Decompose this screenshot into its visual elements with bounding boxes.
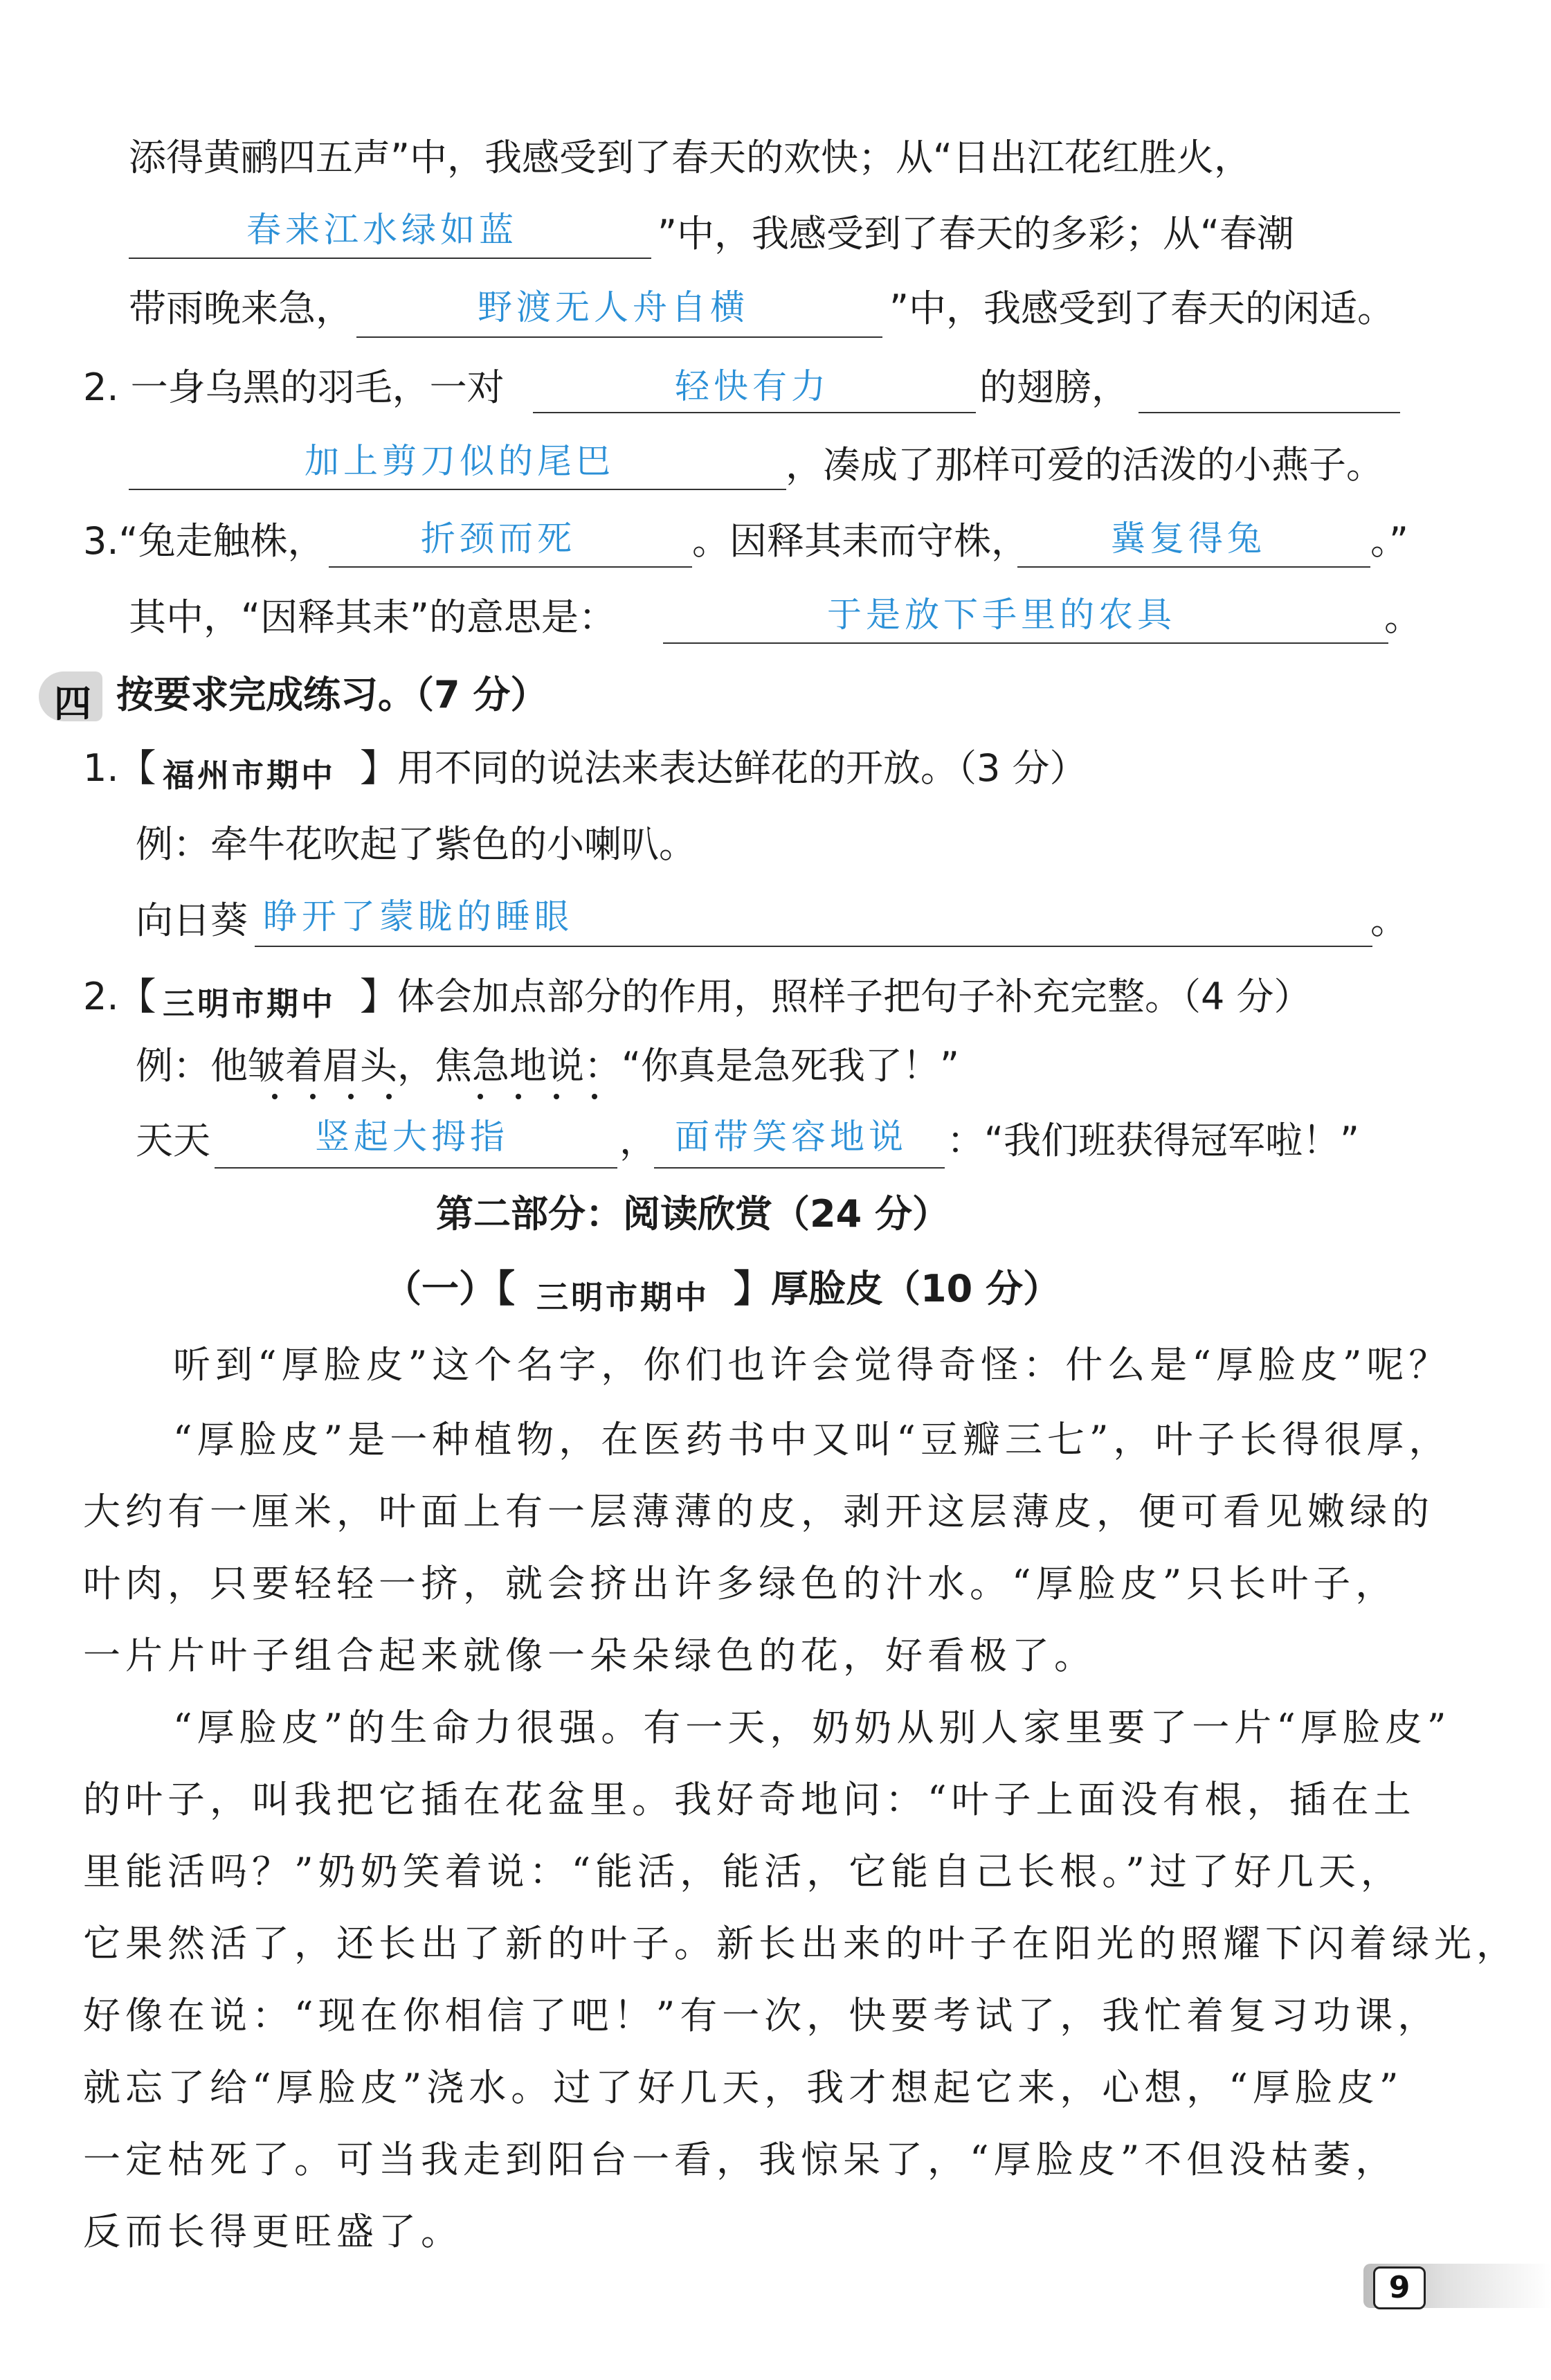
passage-line: 大约有一厘米，叶面上有一层薄薄的皮，剥开这层薄皮，便可看见嫩绿的 <box>83 1490 1434 1533</box>
emphasis-dot <box>592 1094 597 1099</box>
s4-q1-example: 例：牵牛花吹起了紫色的小喇叭。 <box>136 822 696 866</box>
answer-blank-10[interactable] <box>654 1166 945 1169</box>
poem-line-1: 添得黄鹂四五声”中，我感受到了春天的欢快；从“日出江花红胜火， <box>129 136 1251 179</box>
answer-blank-8[interactable] <box>255 944 1372 947</box>
s4-q1-prompt: 向日葵 <box>136 899 248 942</box>
q2-tail: ，凑成了那样可爱的活泼的小燕子。 <box>786 443 1384 487</box>
answer-blank-9[interactable] <box>215 1166 617 1169</box>
poem-line-3-tail: ”中，我感受到了春天的闲适。 <box>889 287 1395 330</box>
s4-q1-num: 1.【 <box>83 746 156 790</box>
passage-line: 叶肉，只要轻轻一挤，就会挤出许多绿色的汁水。“厚脸皮”只长叶子， <box>83 1562 1398 1605</box>
answer-text-3: 轻快有力 <box>675 366 830 406</box>
reading-sub-head: （一）【 <box>384 1267 515 1310</box>
answer-blank-5[interactable] <box>329 565 692 568</box>
s4-q2-num: 2.【 <box>83 975 156 1018</box>
s4-q1-source: 福州市期中 <box>163 757 336 794</box>
answer-blank-4a[interactable] <box>1139 411 1400 413</box>
answer-blank-1[interactable] <box>129 256 651 259</box>
s4-q2-text: 】体会加点部分的作用，照样子把句子补充完整。（4 分） <box>360 975 1312 1018</box>
passage-line: “厚脸皮”的生命力很强。有一天，奶奶从别人家里要了一片“厚脸皮” <box>173 1706 1451 1749</box>
section-title: 按要求完成练习。（7 分） <box>116 673 548 716</box>
passage-line: “厚脸皮”是一种植物，在医药书中又叫“豆瓣三七”，叶子长得很厚， <box>173 1418 1451 1461</box>
passage-line: 一定枯死了。可当我走到阳台一看，我惊呆了，“厚脸皮”不但没枯萎， <box>83 2138 1398 2181</box>
poem-line-3-head: 带雨晚来急， <box>129 287 353 330</box>
answer-blank-4[interactable] <box>129 487 786 490</box>
part2-title: 第二部分：阅读欣赏（24 分） <box>436 1192 950 1236</box>
passage-line: 的叶子，叫我把它插在花盆里。我好奇地问：“叶子上面没有根，插在土 <box>83 1778 1416 1821</box>
page-number: 9 <box>1373 2266 1426 2309</box>
passage-line: 一片片叶子组合起来就像一朵朵绿色的花，好看极了。 <box>83 1634 1096 1677</box>
reading-sub-tail: 】厚脸皮（10 分） <box>734 1267 1060 1310</box>
q3-line2-tail: 。 <box>1384 595 1422 639</box>
emphasis-dot <box>310 1094 316 1099</box>
passage-line: 就忘了给“厚脸皮”浇水。过了好几天，我才想起它来，心想，“厚脸皮” <box>83 2066 1404 2109</box>
s4-q2-prompt: 天天 <box>136 1119 210 1162</box>
passage-line: 它果然活了，还长出了新的叶子。新长出来的叶子在阳光的照耀下闪着绿光， <box>83 1922 1518 1965</box>
reading-source: 三明市期中 <box>536 1279 709 1316</box>
s4-q2-comma: ， <box>619 1119 657 1162</box>
answer-text-5: 折颈而死 <box>421 519 576 559</box>
answer-text-9: 竖起大拇指 <box>315 1117 509 1157</box>
s4-q2-source: 三明市期中 <box>163 985 336 1022</box>
passage-line: 好像在说：“现在你相信了吧！”有一次，快要考试了，我忙着复习功课， <box>83 1994 1440 2037</box>
s4-q1-end: 。 <box>1370 899 1408 942</box>
s4-q2-example: 例：他皱着眉头，焦急地说：“你真是急死我了！” <box>136 1044 959 1088</box>
s4-q2-tail: ：“我们班获得冠军啦！” <box>947 1119 1359 1162</box>
q2-mid: 的翅膀， <box>979 366 1129 409</box>
answer-text-7: 于是放下手里的农具 <box>827 595 1176 635</box>
q3-tail: 。” <box>1370 519 1408 563</box>
section-badge: 四 <box>39 671 102 721</box>
s4-q1-text: 】用不同的说法来表达鲜花的开放。（3 分） <box>360 746 1087 790</box>
passage-line: 听到“厚脸皮”这个名字，你们也许会觉得奇怪：什么是“厚脸皮”呢？ <box>173 1343 1451 1387</box>
answer-text-8: 睁开了蒙眬的睡眼 <box>263 896 573 937</box>
poem-line-2-tail: ”中，我感受到了春天的多彩；从“春潮 <box>657 212 1294 255</box>
answer-blank-2[interactable] <box>356 335 882 338</box>
answer-blank-6[interactable] <box>1017 565 1370 568</box>
passage-line: 里能活吗？”奶奶笑着说：“能活，能活，它能自己长根。”过了好几天， <box>83 1850 1403 1893</box>
answer-text-6: 冀复得兔 <box>1111 519 1266 559</box>
answer-text-2: 野渡无人舟自横 <box>478 287 749 327</box>
answer-blank-3[interactable] <box>533 411 976 413</box>
q2-head: 2. 一身乌黑的羽毛，一对 <box>83 366 505 409</box>
q3-line2-head: 其中，“因释其耒”的意思是： <box>129 595 616 639</box>
answer-blank-7[interactable] <box>663 641 1388 644</box>
emphasis-dot <box>348 1094 354 1099</box>
q3-head: 3.“兔走触株， <box>83 519 325 563</box>
passage-line: 反而长得更旺盛了。 <box>83 2210 463 2253</box>
answer-text-10: 面带笑容地说 <box>675 1117 907 1157</box>
emphasis-dot <box>478 1094 483 1099</box>
emphasis-dot <box>386 1094 392 1099</box>
emphasis-dot <box>272 1094 278 1099</box>
answer-text-1: 春来江水绿如蓝 <box>246 210 518 250</box>
emphasis-dot <box>516 1094 521 1099</box>
q3-mid: 。因释其耒而守株， <box>692 519 1028 563</box>
emphasis-dot <box>554 1094 559 1099</box>
answer-text-4: 加上剪刀似的尾巴 <box>305 441 615 481</box>
